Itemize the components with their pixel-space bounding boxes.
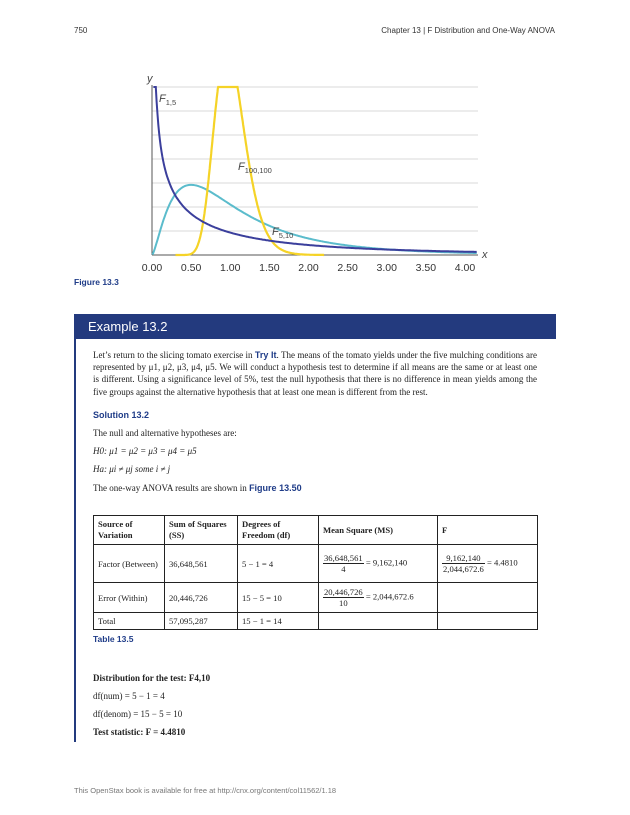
cell-source: Factor (Between) (94, 545, 165, 583)
figure-link[interactable]: Figure 13.50 (249, 482, 302, 493)
cell-ss: 20,446,726 (165, 583, 238, 613)
df-denominator: df(denom) = 15 − 5 = 10 (93, 709, 183, 719)
header-ss: Sum of Squares (SS) (165, 516, 238, 545)
table-row (94, 545, 538, 583)
figure-caption: Figure 13.3 (74, 277, 119, 287)
ms-fraction (323, 553, 364, 574)
y-axis-label: y (147, 73, 153, 85)
intro-text-rest: . The means of the tomato yields under the five mulching conditions are represented by μ1, μ2, μ3, μ4, μ5. We will conduct a hypothesis test to determine if all means are the same or at least one is different. Using a significance level of 5%, test the null hypothesis that there is no difference in mean yields among the five groups against the alternative hypothesis that at least one mean is different from the rest. (93, 350, 537, 397)
try-it-link[interactable]: Try It (254, 350, 277, 360)
intro-text: Let’s return to the slicing tomato exercise in (93, 350, 255, 360)
x-tick-label: 1.50 (259, 262, 280, 274)
x-tick-label: 0.00 (141, 262, 163, 274)
header-source: Source of Variation (94, 516, 165, 545)
df-numerator: df(num) = 5 − 1 = 4 (93, 691, 165, 701)
f-numerator: 9,162,140 (442, 553, 485, 564)
null-hypothesis: H0: μ1 = μ2 = μ3 = μ4 = μ5 (93, 446, 197, 457)
cell-df: 15 − 5 = 10 (238, 583, 319, 613)
f100-100-label: $F_{100,100}$ (238, 161, 272, 175)
ms-result: = 2,044,672.6 (365, 591, 414, 602)
cell-source: Total (94, 613, 165, 630)
cell-ms (319, 545, 438, 583)
header-ms: Mean Square (MS) (319, 516, 438, 545)
results-text: The one-way ANOVA results are shown in (93, 482, 250, 493)
cell-ss: 36,648,561 (165, 545, 238, 583)
cell-ms (319, 583, 438, 613)
f-result: = 4.4810 (486, 557, 518, 568)
anova-table (93, 515, 538, 630)
cell-source: Error (Within) (94, 583, 165, 613)
chapter-header: Chapter 13 | F Distribution and One-Way ANOVA (381, 26, 555, 35)
x-tick-label: 0.50 (180, 262, 202, 274)
cell-f (438, 583, 538, 613)
table-header-row (94, 516, 538, 545)
table-row (94, 583, 538, 613)
ms-numerator: 20,446,726 (324, 587, 363, 597)
hypotheses-intro: The null and alternative hypotheses are: (93, 428, 237, 439)
cell-df: 5 − 1 = 4 (238, 545, 319, 583)
ms-denominator: 10 (339, 598, 348, 608)
f5-10-label: $F_{5,10}$ (272, 226, 294, 240)
solution-heading: Solution 13.2 (93, 409, 150, 420)
x-tick-labels (142, 262, 476, 274)
example-content (93, 349, 537, 494)
cell-ms (319, 613, 438, 630)
table-caption: Table 13.5 (93, 634, 134, 644)
cell-ss: 57,095,287 (165, 613, 238, 630)
cell-df: 15 − 1 = 14 (238, 613, 319, 630)
intro-paragraph (93, 349, 537, 398)
x-tick-label: 2.00 (298, 262, 319, 274)
ms-result: = 9,162,140 (365, 557, 408, 568)
distribution-section (93, 672, 210, 744)
page-footer: This OpenStax book is available for free at http://cnx.org/content/col11562/1.18 (74, 786, 337, 795)
test-statistic: Test statistic: F = 4.4810 (93, 727, 186, 737)
example-border (74, 339, 76, 742)
f1-5-label: $F_{1,5}$ (159, 93, 177, 107)
example-title: Example 13.2 (74, 314, 556, 339)
cell-f (438, 545, 538, 583)
table-row (94, 613, 538, 630)
x-tick-label: 1.00 (220, 262, 241, 274)
f-distribution-figure (0, 0, 630, 300)
ms-numerator: 36,648,561 (324, 553, 363, 563)
ms-denominator: 4 (341, 564, 346, 574)
distribution-heading: Distribution for the test: F4,10 (93, 673, 211, 683)
x-tick-label: 3.00 (376, 262, 397, 274)
ms-fraction (323, 587, 364, 608)
x-tick-label: 2.50 (337, 262, 358, 274)
cell-f (438, 613, 538, 630)
x-axis-label: x (482, 249, 488, 261)
x-tick-label: 4.00 (454, 262, 476, 274)
header-f: F (438, 516, 538, 545)
alternative-hypothesis: Ha: μi ≠ μj some i ≠ j (93, 464, 171, 475)
f-fraction (442, 553, 485, 574)
x-tick-label: 3.50 (415, 262, 437, 274)
page-number: 750 (74, 26, 88, 35)
f-denominator: 2,044,672.6 (443, 564, 484, 574)
header-df: Degrees of Freedom (df) (238, 516, 319, 545)
results-sentence (93, 482, 537, 494)
